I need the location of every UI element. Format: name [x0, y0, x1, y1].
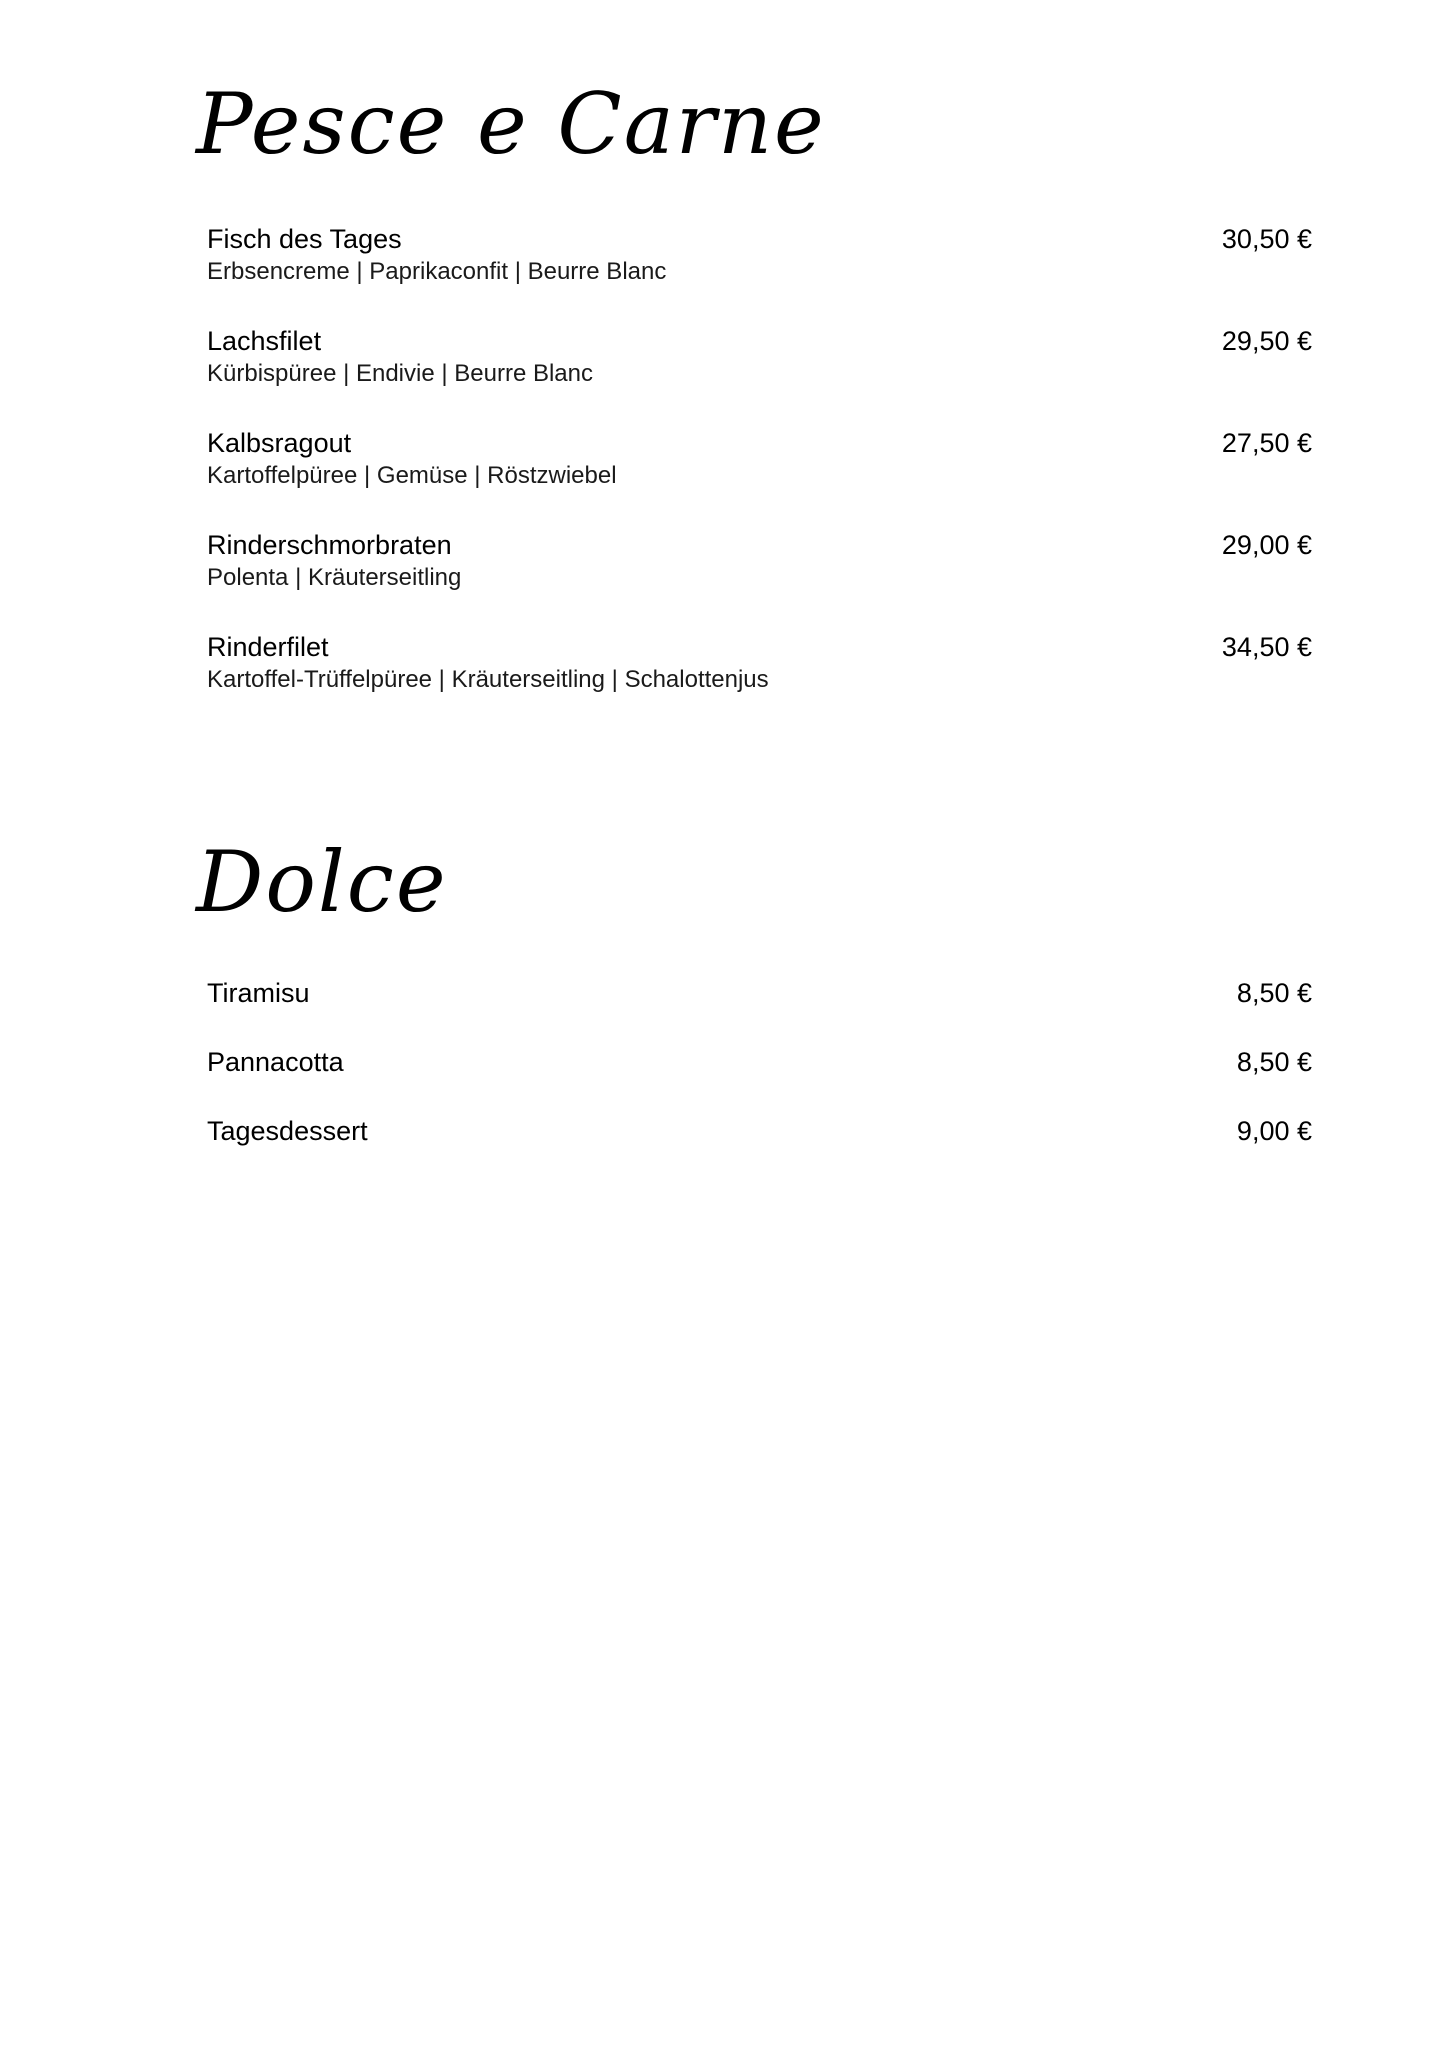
- menu-item: [207, 628, 1312, 730]
- item-name: Rinderfilet: [207, 632, 329, 662]
- item-price: 8,50 €: [1236, 978, 1312, 1008]
- item-description: Kartoffel-Trüffelpüree | Kräuterseitling | Schalottenjus: [207, 666, 769, 693]
- menu-item: [207, 974, 1312, 1043]
- item-price: 8,50 €: [1236, 1047, 1312, 1077]
- menu-item: [207, 1112, 1312, 1181]
- item-name: Rinderschmorbraten: [207, 530, 452, 560]
- pesce-e-carne-list: [207, 220, 1312, 730]
- item-description: Polenta | Kräuterseitling: [207, 564, 462, 591]
- item-price: 27,50 €: [1221, 428, 1312, 458]
- item-description: Kürbispüree | Endivie | Beurre Blanc: [207, 360, 594, 387]
- item-description: Kartoffelpüree | Gemüse | Röstzwiebel: [207, 462, 617, 489]
- item-name: Tagesdessert: [207, 1116, 368, 1146]
- item-price: 29,00 €: [1221, 530, 1312, 560]
- menu-item: [207, 1043, 1312, 1112]
- menu-item: [207, 526, 1312, 628]
- item-name: Fisch des Tages: [207, 224, 402, 254]
- item-price: 9,00 €: [1236, 1116, 1312, 1146]
- item-description: Erbsencreme | Paprikaconfit | Beurre Blanc: [207, 258, 667, 285]
- menu-item: [207, 424, 1312, 526]
- item-name: Kalbsragout: [207, 428, 352, 458]
- menu-item: [207, 322, 1312, 424]
- item-name: Lachsfilet: [207, 326, 322, 356]
- item-name: Tiramisu: [207, 978, 310, 1008]
- section-title-dolce: Dolce: [196, 833, 448, 931]
- item-price: 34,50 €: [1221, 632, 1312, 662]
- item-name: Pannacotta: [207, 1047, 344, 1077]
- dolce-list: [207, 974, 1312, 1181]
- item-price: 29,50 €: [1221, 326, 1312, 356]
- section-title-pesce-e-carne: Pesce e Carne: [196, 75, 826, 173]
- menu-item: [207, 220, 1312, 322]
- item-price: 30,50 €: [1221, 224, 1312, 254]
